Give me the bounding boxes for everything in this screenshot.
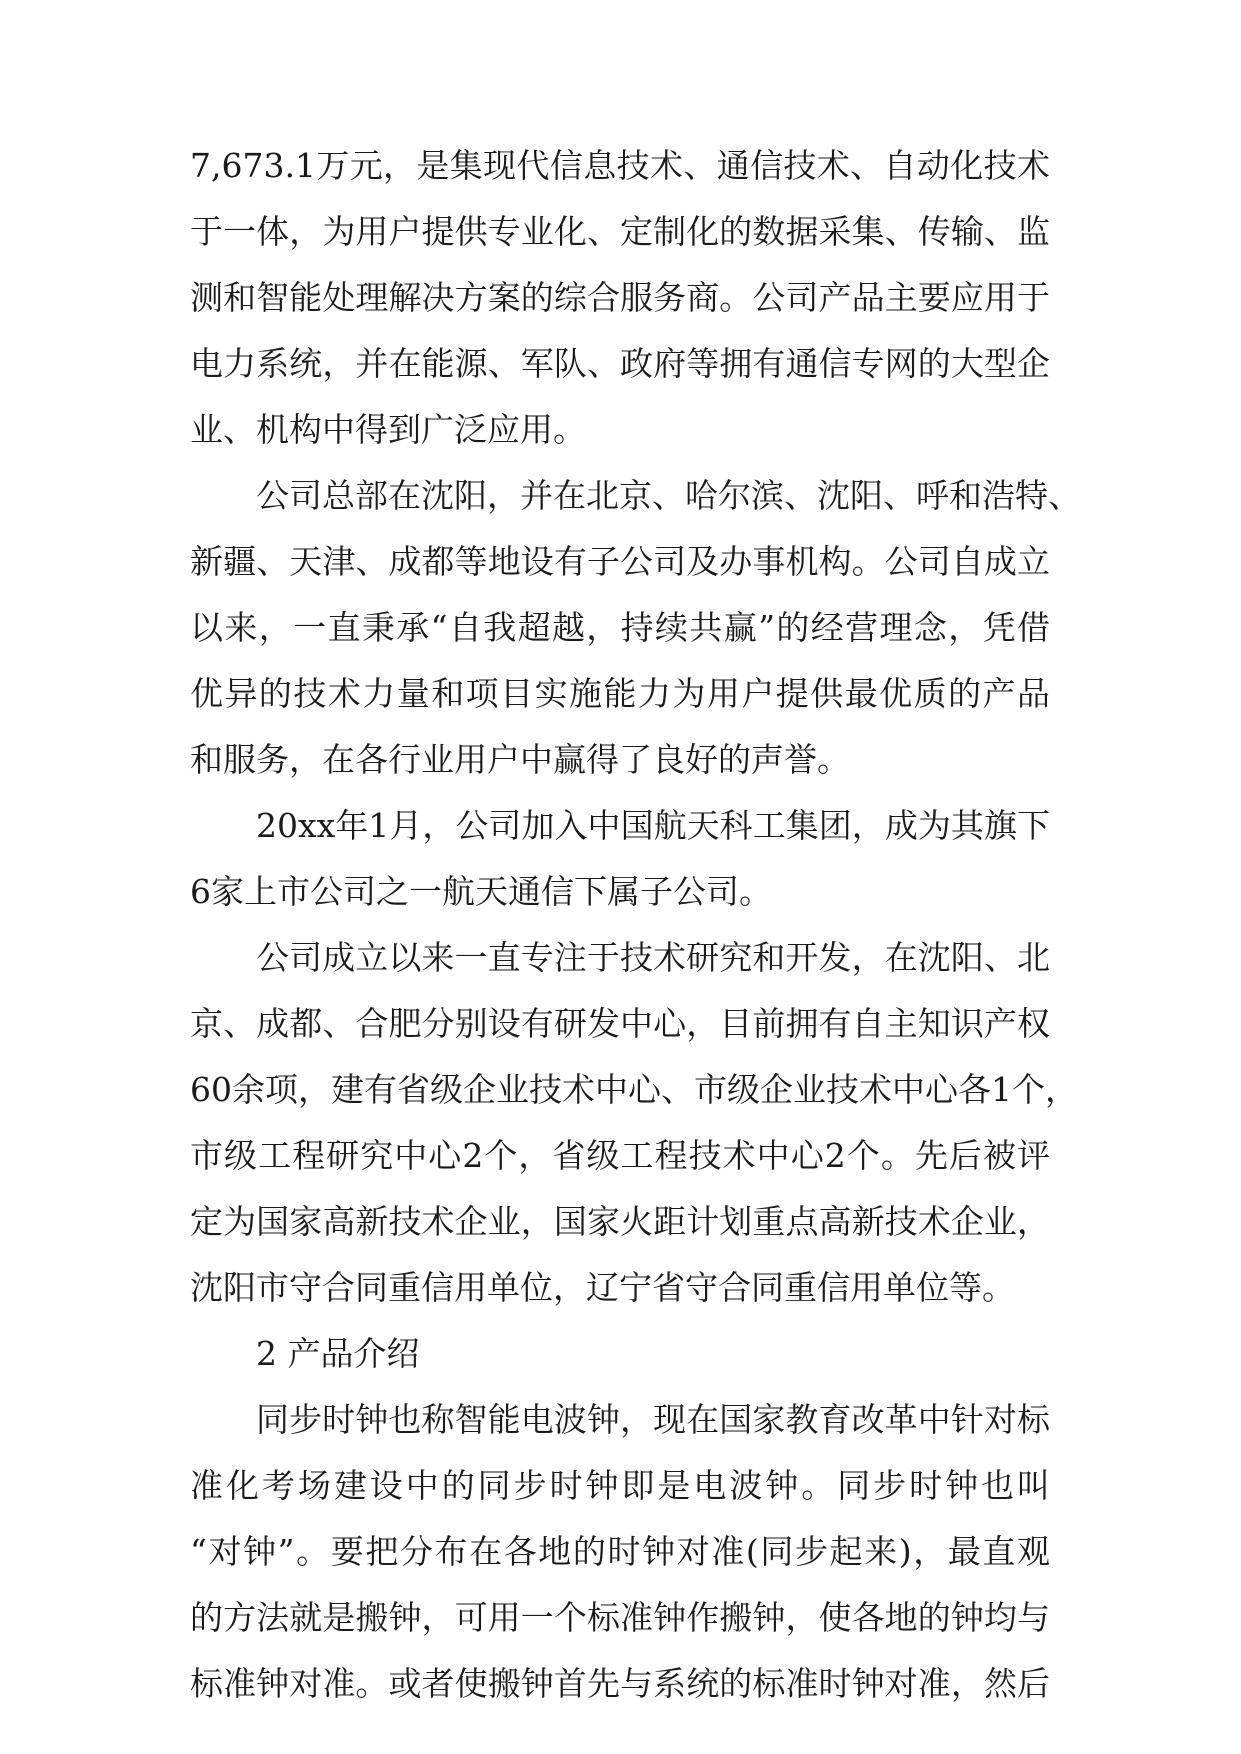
text-line: 同步时钟也称智能电波钟，现在国家教育改革中针对标 (256, 1400, 1050, 1439)
text-line: 新疆、天津、成都等地设有子公司及办事机构。公司自成立 (190, 542, 1050, 581)
text-line: 7,673.1万元，是集现代信息技术、通信技术、自动化技术 (190, 146, 1050, 185)
text-line: 市级工程研究中心2个，省级工程技术中心2个。先后被评 (190, 1136, 1050, 1175)
text-line: “对钟”。要把分布在各地的时钟对准(同步起来)，最直观 (190, 1532, 1050, 1571)
text-line: 和服务，在各行业用户中赢得了良好的声誉。 (190, 740, 850, 779)
text-line: 6家上市公司之一航天通信下属子公司。 (190, 872, 772, 911)
text-line: 优异的技术力量和项目实施能力为用户提供最优质的产品 (190, 674, 1050, 713)
text-line: 沈阳市守合同重信用单位，辽宁省守合同重信用单位等。 (190, 1268, 1015, 1307)
text-line: 于一体，为用户提供专业化、定制化的数据采集、传输、监 (190, 212, 1050, 251)
text-line: 电力系统，并在能源、军队、政府等拥有通信专网的大型企 (190, 344, 1050, 383)
text-line: 准化考场建设中的同步时钟即是电波钟。同步时钟也叫 (190, 1466, 1050, 1505)
text-line: 业、机构中得到广泛应用。 (190, 410, 586, 449)
section-heading: 2 产品介绍 (256, 1334, 420, 1373)
text-line: 20xx年1月，公司加入中国航天科工集团，成为其旗下 (256, 806, 1050, 845)
text-line: 的方法就是搬钟，可用一个标准钟作搬钟，使各地的钟均与 (190, 1598, 1050, 1637)
text-line: 公司成立以来一直专注于技术研究和开发，在沈阳、北 (256, 938, 1050, 977)
text-line: 定为国家高新技术企业，国家火距计划重点高新技术企业， (190, 1202, 1050, 1241)
text-line: 标准钟对准。或者使搬钟首先与系统的标准时钟对准，然后 (190, 1664, 1050, 1703)
text-line: 测和智能处理解决方案的综合服务商。公司产品主要应用于 (190, 278, 1050, 317)
text-line: 公司总部在沈阳，并在北京、哈尔滨、沈阳、呼和浩特、 (256, 476, 1081, 515)
text-line: 以来，一直秉承“自我超越，持续共赢”的经营理念，凭借 (190, 608, 1050, 647)
text-line: 京、成都、合肥分别设有研发中心，目前拥有自主知识产权 (190, 1004, 1050, 1043)
text-line: 60余项，建有省级企业技术中心、市级企业技术中心各1个， (190, 1070, 1078, 1109)
